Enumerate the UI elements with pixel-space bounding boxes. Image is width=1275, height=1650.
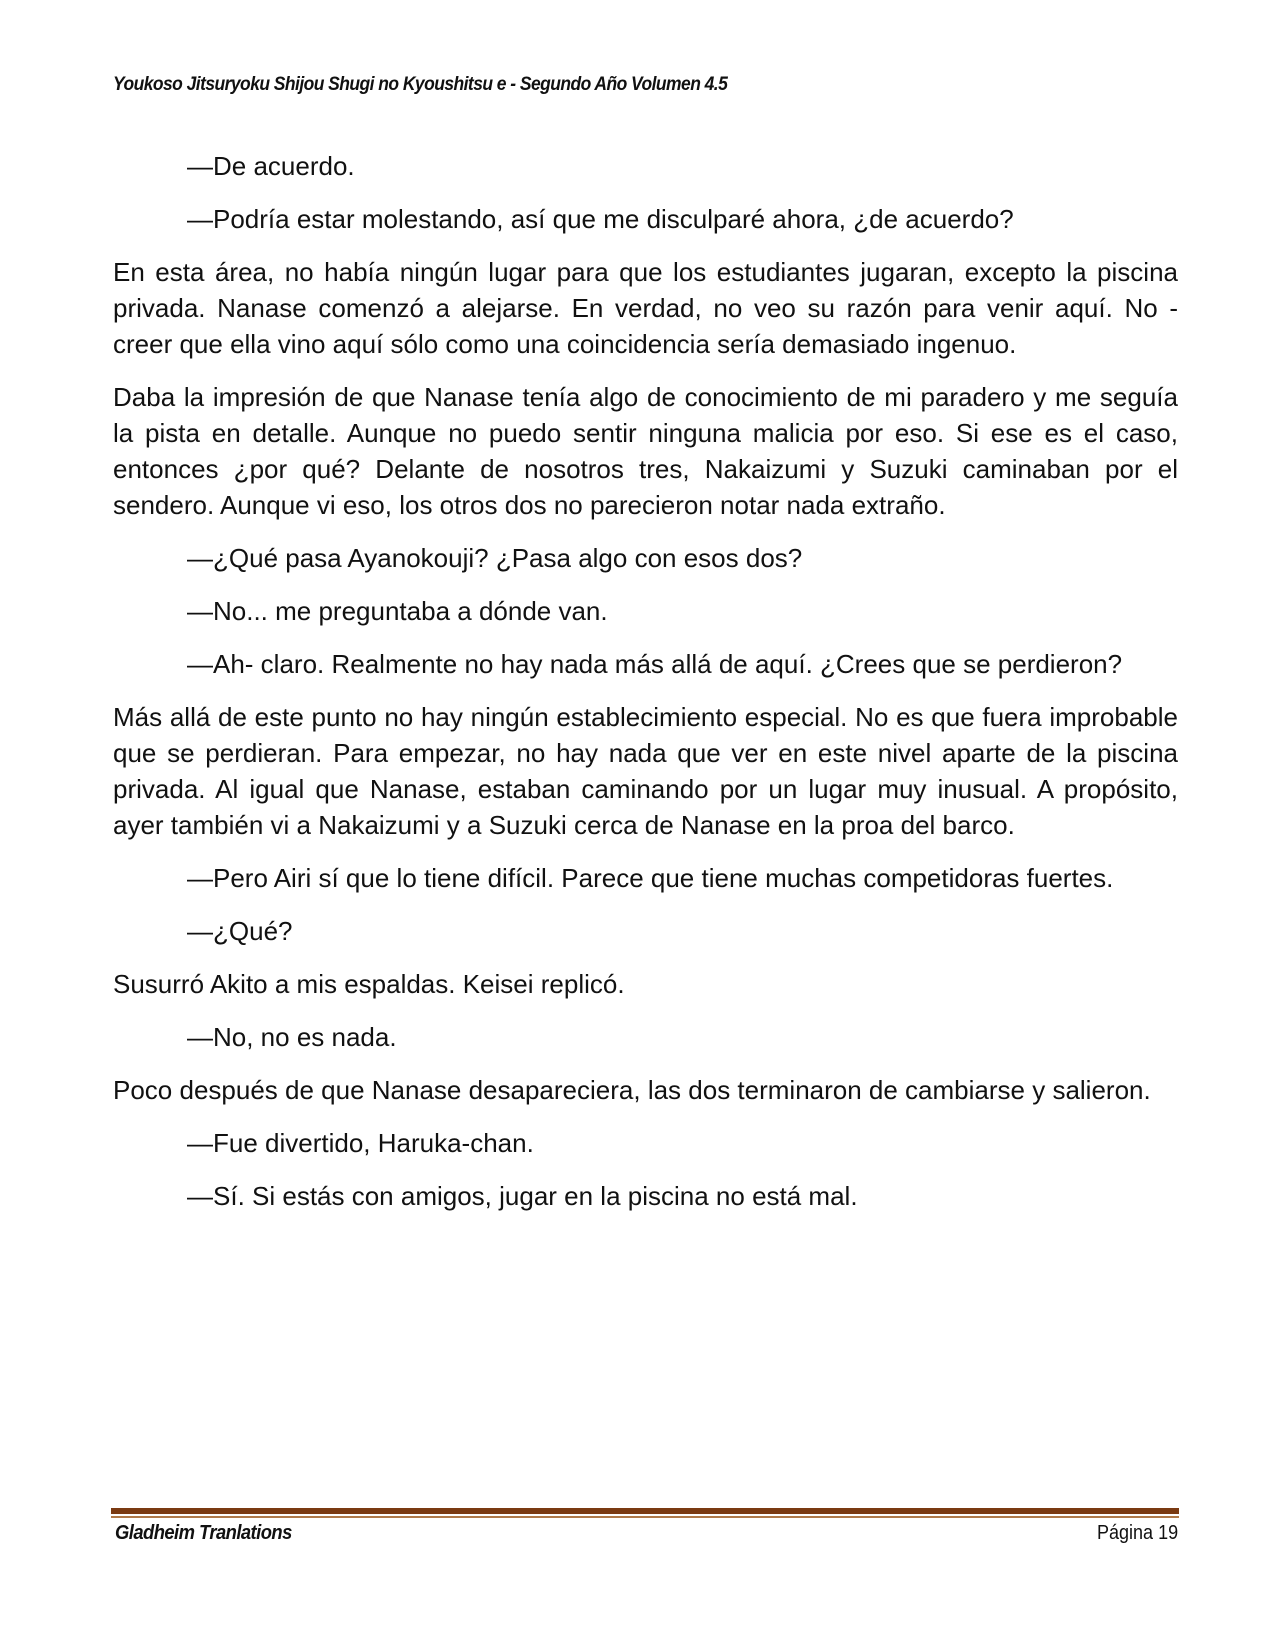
dialogue-line: —Sí. Si estás con amigos, jugar en la piscina no está mal. [187, 1181, 858, 1211]
dialogue-line: —¿Qué? [187, 916, 293, 946]
dialogue-line: —De acuerdo. [187, 151, 355, 181]
dialogue-line: —No... me preguntaba a dónde van. [187, 596, 608, 626]
narration-paragraph: Susurró Akito a mis espaldas. Keisei replicó. [113, 969, 625, 999]
footer-rule [111, 1508, 1179, 1514]
running-header: Youkoso Jitsuryoku Shijou Shugi no Kyoushitsu e - Segundo Año Volumen 4.5 [113, 74, 728, 95]
narration-paragraph: En esta área, no había ningún lugar para que los estudiantes jugaran, excepto la piscina privada. Nanase comenzó a alejarse. En verdad, no veo su razón para venir aquí. No - creer que ella vino aquí sólo como una coincidencia sería demasiado ingenuo. [113, 257, 1178, 359]
page-body [113, 148, 1178, 1231]
dialogue-line: —Ah- claro. Realmente no hay nada más allá de aquí. ¿Crees que se perdieron? [187, 649, 1123, 679]
footer-credit: Gladheim Tranlations [115, 1522, 292, 1544]
dialogue-line: —Fue divertido, Haruka-chan. [187, 1128, 534, 1158]
dialogue-line: —¿Qué pasa Ayanokouji? ¿Pasa algo con esos dos? [187, 543, 803, 573]
dialogue-line: —No, no es nada. [187, 1022, 397, 1052]
dialogue-line: —Pero Airi sí que lo tiene difícil. Parece que tiene muchas competidoras fuertes. [187, 863, 1114, 893]
narration-paragraph: Más allá de este punto no hay ningún establecimiento especial. No es que fuera improbable que se perdieran. Para empezar, no hay nada que ver en este nivel aparte de la piscina privada. Al igual que Nanase, estaban caminando por un lugar muy inusual. A propósito, ayer también vi a Nakaizumi y a Suzuki cerca de Nanase en la proa del barco. [113, 702, 1178, 840]
dialogue-line: —Podría estar molestando, así que me disculparé ahora, ¿de acuerdo? [187, 204, 1014, 234]
footer-rule-thin [111, 1516, 1179, 1518]
narration-paragraph: Poco después de que Nanase desapareciera, las dos terminaron de cambiarse y salieron. [113, 1075, 1151, 1105]
page-number-value: 19 [1157, 1522, 1178, 1544]
page-label: Página [1096, 1522, 1153, 1544]
narration-paragraph: Daba la impresión de que Nanase tenía algo de conocimiento de mi paradero y me seguía la pista en detalle. Aunque no puedo sentir ninguna malicia por eso. Si ese es el caso, entonces ¿por qué? Delante de nosotros tres, Nakaizumi y Suzuki caminaban por el sendero. Aunque vi eso, los otros dos no parecieron notar nada extraño. [113, 382, 1178, 520]
page-number [1097, 1522, 1178, 1545]
